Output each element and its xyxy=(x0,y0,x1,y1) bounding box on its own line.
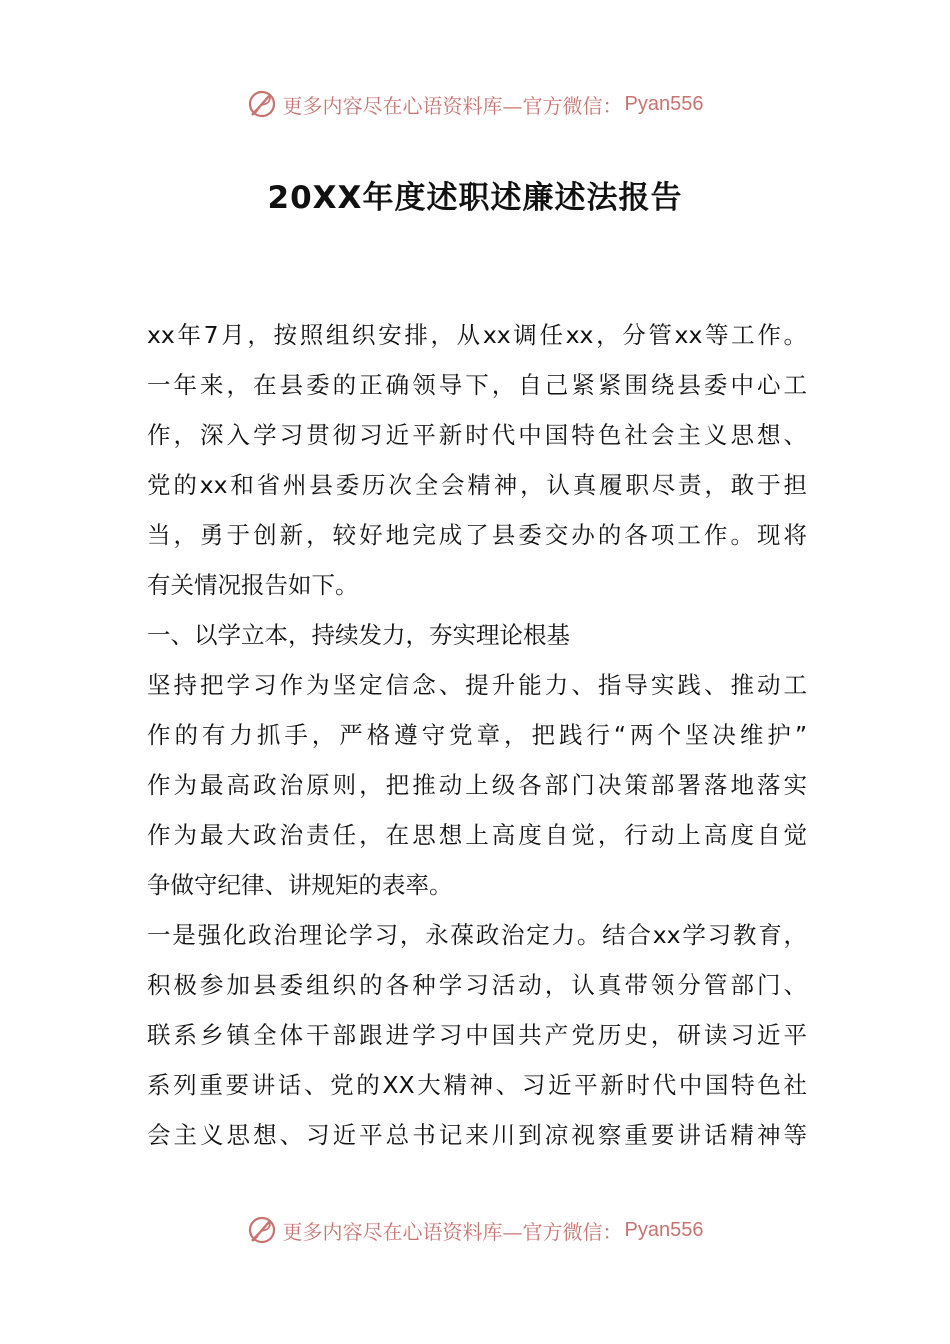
text-line: 一是强化政治理论学习，永葆政治定力。结合xx学习教育， xyxy=(147,921,807,949)
header-banner xyxy=(0,84,950,124)
text-line: 坚持把学习作为坚定信念、提升能力、指导实践、推动工 xyxy=(147,671,807,699)
text-line: 争做守纪律、讲规矩的表率。 xyxy=(147,871,453,899)
banner-text: 更多内容尽在心语资料库—官方微信： xyxy=(282,1219,623,1244)
text-line: 党的xx和省州县委历次全会精神，认真履职尽责，敢于担 xyxy=(147,471,807,499)
text-line: 积极参加县委组织的各种学习活动，认真带领分管部门、 xyxy=(147,971,807,999)
text-line: 作的有力抓手，严格遵守党章，把践行“两个坚决维护” xyxy=(147,721,807,749)
text-line: 当，勇于创新，较好地完成了县委交办的各项工作。现将 xyxy=(147,521,807,549)
text-line: 会主义思想、习近平总书记来川到凉视察重要讲话精神等 xyxy=(147,1121,807,1149)
text-line: 作为最大政治责任，在思想上高度自觉，行动上高度自觉 xyxy=(147,821,807,849)
quill-pen-logo-icon xyxy=(247,1215,277,1245)
text-line: 一、以学立本，持续发力，夯实理论根基 xyxy=(147,621,570,649)
text-line: 作，深入学习贯彻习近平新时代中国特色社会主义思想、 xyxy=(147,421,807,449)
document-body xyxy=(147,310,807,1160)
banner-text: 更多内容尽在心语资料库—官方微信： xyxy=(282,93,623,118)
text-line: 一年来，在县委的正确领导下，自己紧紧围绕县委中心工 xyxy=(147,371,807,399)
text-line: 作为最高政治原则，把推动上级各部门决策部署落地落实 xyxy=(147,771,807,799)
document-title: 20XX年度述职述廉述法报告 xyxy=(267,180,683,216)
footer-banner xyxy=(0,1210,950,1250)
quill-pen-logo-icon xyxy=(247,89,277,119)
banner-contact: Pyan556 xyxy=(624,92,704,115)
banner-contact: Pyan556 xyxy=(624,1218,704,1241)
text-line: 系列重要讲话、党的XX大精神、习近平新时代中国特色社 xyxy=(147,1071,807,1099)
text-line: xx年7月，按照组织安排，从xx调任xx，分管xx等工作。 xyxy=(147,321,807,349)
text-line: 有关情况报告如下。 xyxy=(147,571,359,599)
text-line: 联系乡镇全体干部跟进学习中国共产党历史，研读习近平 xyxy=(147,1021,807,1049)
